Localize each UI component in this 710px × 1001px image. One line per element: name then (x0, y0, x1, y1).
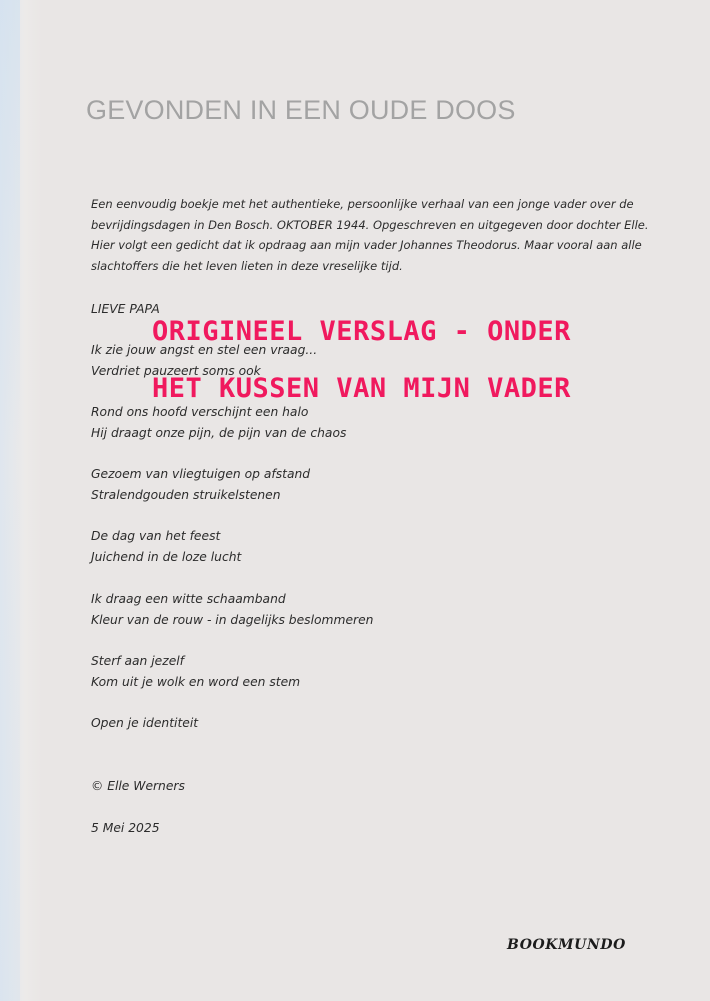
poem-line: Rond ons hoofd verschijnt een halo (91, 405, 309, 419)
poem-heading: LIEVE PAPA (91, 302, 160, 316)
poem-line: Ik draag een witte schaamband (91, 592, 286, 606)
poem-line: Hij draagt onze pijn, de pijn van de chaos (91, 426, 347, 440)
poem-line: Open je identiteit (91, 716, 199, 730)
intro-paragraph: Een eenvoudig boekje met het authentieke, persoonlijke verhaal van een jonge vader over de bevrijdingsdagen in Den Bosch. OKTOBER 1944. Opgeschreven en uitgegeven door dochter Elle. Hier volgt een gedicht dat ik opdraag aan mijn vader Johannes Theodorus. Maar vooral aan alle slachtoffers die het leven lieten in deze vreselijke tijd. (91, 197, 649, 273)
poem-line: Juichend in de loze lucht (91, 550, 242, 564)
poem-line: Gezoem van vliegtuigen op afstand (91, 467, 311, 481)
publication-date: 5 Mei 2025 (91, 821, 160, 835)
poem-line: De dag van het feest (91, 529, 221, 543)
poem-line: Ik zie jouw angst en stel een vraag... (91, 343, 318, 357)
poem-line: Stralendgouden struikelstenen (91, 488, 281, 502)
overlay-heading-line-1: ORIGINEEL VERSLAG - ONDER (152, 316, 571, 347)
book-spine-edge (0, 0, 42, 1001)
overlay-heading-line-2: HET KUSSEN VAN MIJN VADER (152, 373, 571, 404)
author-credit: © Elle Werners (91, 779, 185, 793)
poem-line: Kom uit je wolk en word een stem (91, 675, 301, 689)
poem-line: Verdriet pauzeert soms ook (91, 364, 261, 378)
page-title: GEVONDEN IN EEN OUDE DOOS (86, 95, 516, 125)
publisher-logo: BOOKMUNDO (507, 937, 626, 953)
poem-line: Kleur van de rouw - in dagelijks beslommeren (91, 613, 374, 627)
poem-line: Sterf aan jezelf (91, 654, 185, 668)
